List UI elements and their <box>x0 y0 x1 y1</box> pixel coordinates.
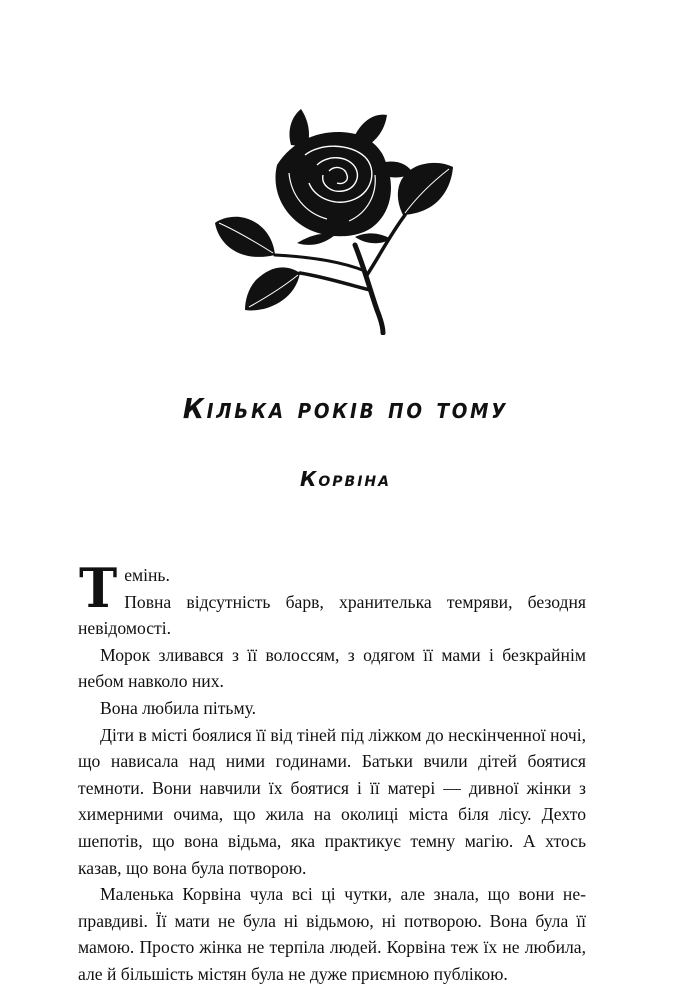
paragraph: Вона любила пітьму. <box>100 697 257 718</box>
drop-cap: Т <box>79 556 118 620</box>
rose-icon <box>205 95 455 335</box>
paragraph: Діти в місті боялися її від тіней під ліжком до нескінченної ночі, що нависала над ними годинами. Батьки вчили дітей боятися темноти. Вони навчили їх боятися і її матері — дивної жінки з химерними очима, що жила на околиці міста біля лісу. Дехто шепотів, що вона відьма, яка практикує темну магію. А хтось казав, що вона була потворою. <box>78 724 586 878</box>
chapter-subtitle: Корвіна <box>300 467 391 491</box>
first-line-text: емінь. <box>124 565 170 585</box>
chapter-title: Кілька років по тому <box>182 392 509 425</box>
chapter-body <box>78 556 586 988</box>
paragraph-text: Повна відсутність барв, хранителька темряви, безодня невідомості. <box>78 591 586 639</box>
paragraph: Морок зливався з її волоссям, з одягом її мами і безкрайнім небом навколо них. <box>78 644 586 692</box>
paragraph <box>78 556 586 642</box>
paragraph: Маленька Корвіна чула всі ці чутки, але знала, що вони неправдиві. Її мати не була ні відьмою, ні потворою. Вона була її мамою. Просто жінка не терпіла людей. Корвіна теж їх не любила, але й більшість містян була не дуже приємною публікою. <box>78 884 586 984</box>
